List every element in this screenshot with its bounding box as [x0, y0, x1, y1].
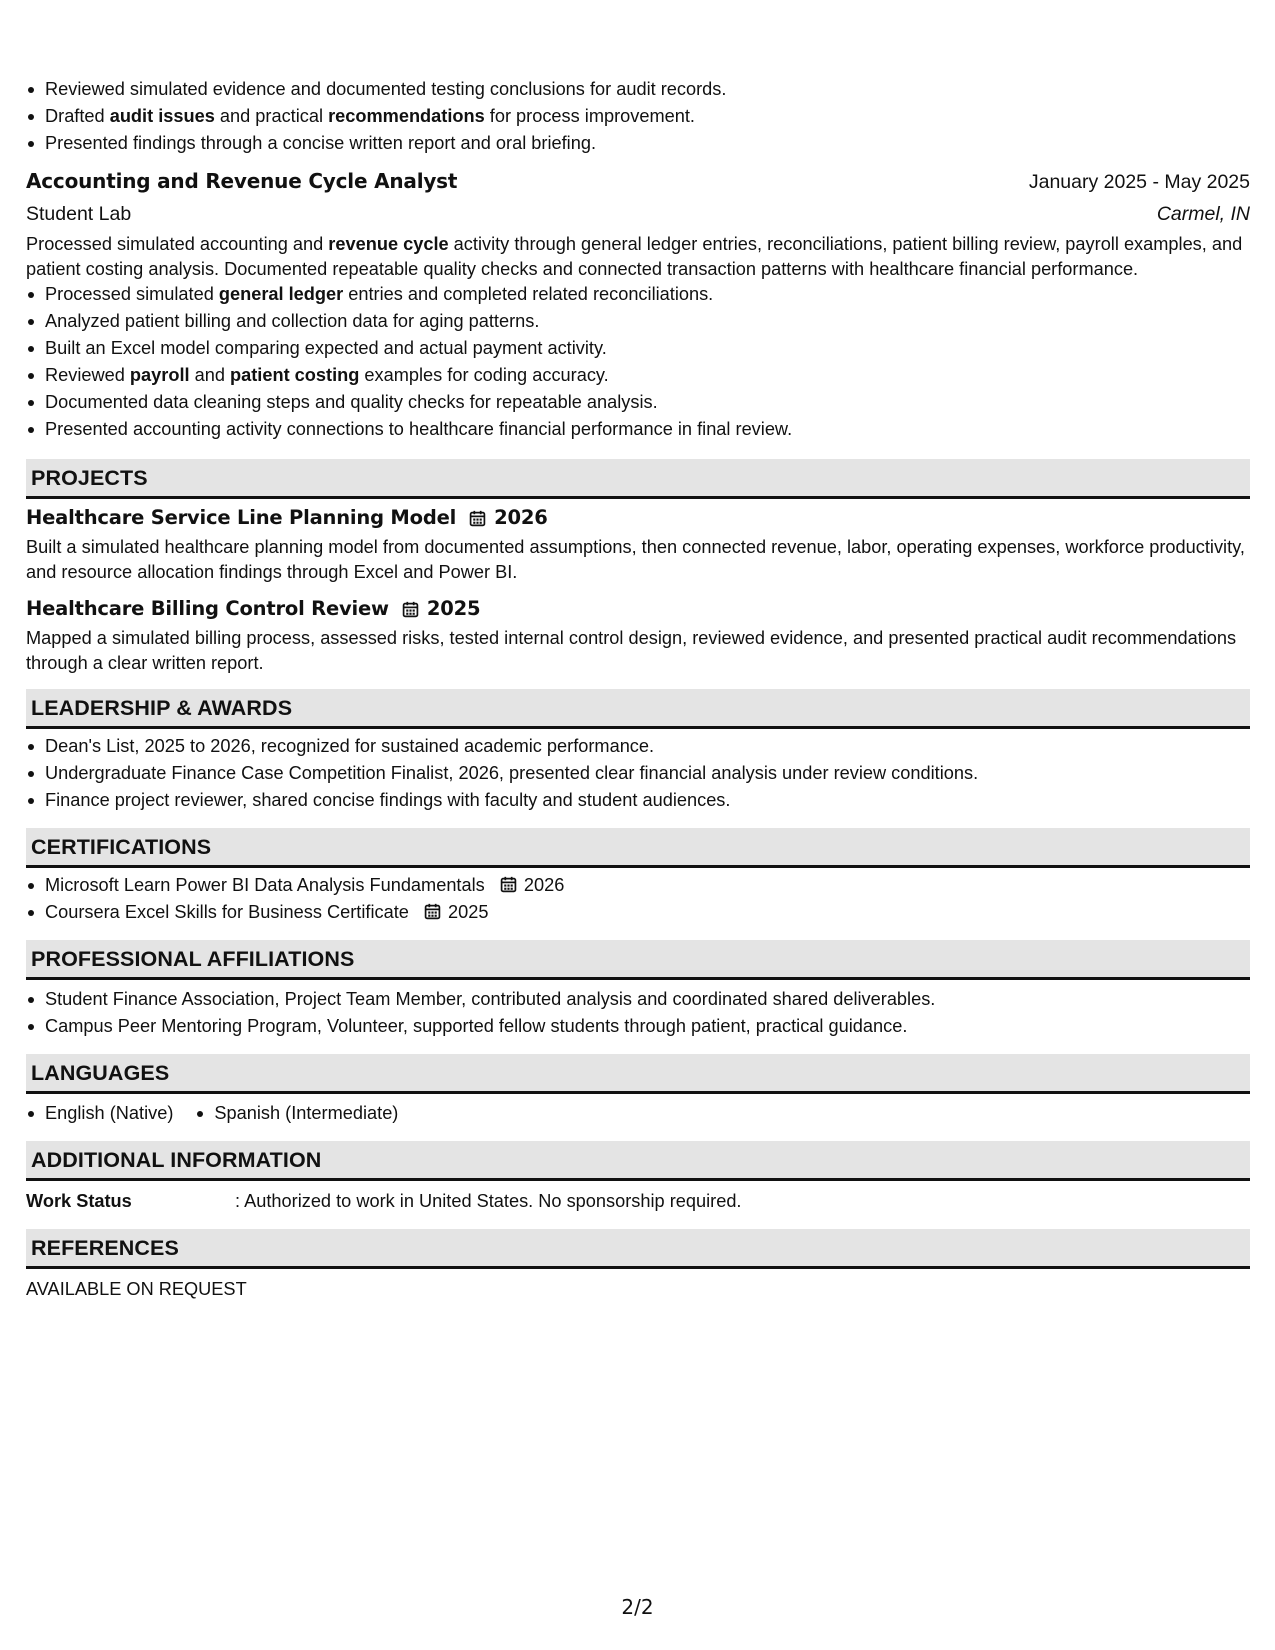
references-heading: REFERENCES: [26, 1229, 1250, 1269]
project-title: Healthcare Service Line Planning Model: [26, 506, 457, 529]
languages-list: [26, 1100, 1250, 1127]
certifications-list: [26, 872, 1250, 926]
job-accounting-revenue-cycle: [26, 165, 1250, 443]
certification-item: [26, 899, 1250, 926]
job-organization: Student Lab: [26, 203, 132, 225]
references-text: AVAILABLE ON REQUEST: [26, 1279, 247, 1299]
list-item: Presented findings through a concise written report and oral briefing.: [26, 130, 1250, 157]
list-item: Documented data cleaning steps and quality checks for repeatable analysis.: [26, 389, 1250, 416]
language-item: English (Native): [26, 1100, 173, 1127]
job-bullets: [26, 281, 1250, 443]
calendar-icon: [500, 876, 517, 893]
project-item: [26, 503, 1250, 584]
work-status-label: Work Status: [26, 1191, 132, 1211]
project-description: Mapped a simulated billing process, assessed risks, tested internal control design, reviewed evidence, and presented practical audit recommendations through a clear written report.: [26, 628, 1237, 673]
additional-info-heading: ADDITIONAL INFORMATION: [26, 1141, 1250, 1181]
certifications-heading: CERTIFICATIONS: [26, 828, 1250, 868]
list-item: Dean's List, 2025 to 2026, recognized for sustained academic performance.: [26, 733, 1250, 760]
affiliations-list: [26, 986, 1250, 1040]
language-item: Spanish (Intermediate): [195, 1100, 398, 1127]
calendar-icon: [402, 601, 419, 618]
project-description: Built a simulated healthcare planning model from documented assumptions, then connected revenue, labor, operating expenses, workforce productivity, and resource allocation findings through Excel and Power BI.: [26, 537, 1245, 582]
list-item: Presented accounting activity connections to healthcare financial performance in final review.: [26, 416, 1250, 443]
certification-item: [26, 872, 1250, 899]
previous-job-bullets: [26, 76, 1250, 157]
project-title: Healthcare Billing Control Review: [26, 597, 389, 620]
work-status-value: : Authorized to work in United States. No sponsorship required.: [235, 1191, 742, 1211]
list-item: Finance project reviewer, shared concise findings with faculty and student audiences.: [26, 787, 1250, 814]
project-year: 2025: [426, 597, 481, 620]
affiliations-heading: PROFESSIONAL AFFILIATIONS: [26, 940, 1250, 980]
list-item: Campus Peer Mentoring Program, Volunteer, supported fellow students through patient, practical guidance.: [26, 1013, 1250, 1040]
list-item: Reviewed simulated evidence and documented testing conclusions for audit records.: [26, 76, 1250, 103]
list-item: Reviewed payroll and patient costing examples for coding accuracy.: [26, 362, 1250, 389]
certification-year: 2025: [448, 902, 489, 922]
job-location: Carmel, IN: [1156, 203, 1250, 225]
job-summary: Processed simulated accounting and revenue cycle activity through general ledger entries, reconciliations, patient billing review, payroll examples, and patient costing analysis. Documented repeatable quality checks and connected transaction patterns with healthcare financial performance.: [26, 234, 1243, 279]
list-item: Built an Excel model comparing expected and actual payment activity.: [26, 335, 1250, 362]
page-number: 2/2: [621, 1595, 654, 1619]
calendar-icon: [469, 510, 486, 527]
certification-year: 2026: [523, 875, 565, 895]
list-item: Analyzed patient billing and collection data for aging patterns.: [26, 308, 1250, 335]
list-item: Undergraduate Finance Case Competition Finalist, 2026, presented clear financial analysis under review conditions.: [26, 760, 1250, 787]
calendar-icon: [424, 903, 441, 920]
projects-heading: PROJECTS: [26, 459, 1250, 499]
certification-name: Microsoft Learn Power BI Data Analysis Fundamentals: [45, 875, 485, 895]
job-dates: January 2025 - May 2025: [1028, 171, 1250, 193]
projects-list: [26, 503, 1250, 675]
leadership-list: [26, 733, 1250, 814]
languages-heading: LANGUAGES: [26, 1054, 1250, 1094]
leadership-heading: LEADERSHIP & AWARDS: [26, 689, 1250, 729]
list-item: Processed simulated general ledger entries and completed related reconciliations.: [26, 281, 1250, 308]
project-year: 2026: [494, 506, 548, 529]
resume-page: [26, 76, 1250, 1303]
project-item: [26, 594, 1250, 675]
certification-name: Coursera Excel Skills for Business Certificate: [45, 902, 409, 922]
work-status-row: [26, 1187, 1250, 1215]
job-title: Accounting and Revenue Cycle Analyst: [26, 169, 458, 193]
list-item: Drafted audit issues and practical recommendations for process improvement.: [26, 103, 1250, 130]
list-item: Student Finance Association, Project Team Member, contributed analysis and coordinated shared deliverables.: [26, 986, 1250, 1013]
